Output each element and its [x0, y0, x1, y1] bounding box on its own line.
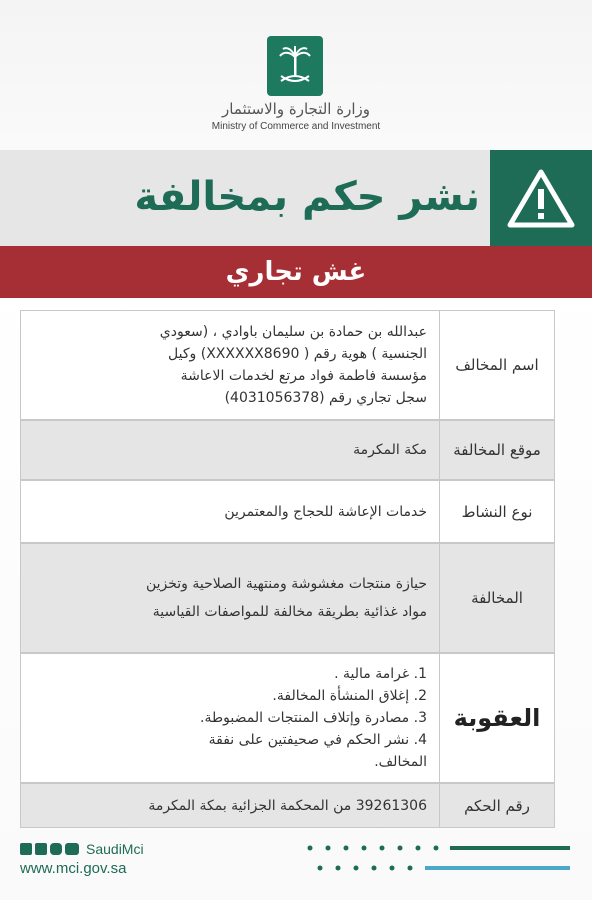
- value-line: 1. غرامة مالية .: [334, 666, 427, 682]
- row-label: رقم الحكم: [439, 784, 554, 827]
- social-links: [20, 840, 220, 858]
- ministry-name-ar: وزارة التجارة والاستثمار: [222, 100, 370, 118]
- page-title: نشر حكم بمخالفة: [134, 174, 480, 220]
- category-label: غش تجاري: [225, 257, 367, 287]
- row-violation: [20, 543, 555, 653]
- warning-box: [490, 150, 592, 246]
- category-bar: [0, 246, 592, 298]
- value-line: مكة المكرمة: [353, 442, 427, 458]
- row-value: [21, 481, 439, 542]
- row-activity-type: [20, 480, 555, 543]
- ministry-name-en: Ministry of Commerce and Investment: [211, 121, 381, 132]
- palm-swords-emblem-icon: [275, 43, 315, 89]
- twitter-icon[interactable]: [20, 843, 32, 855]
- value-line: 3. مصادرة وإتلاف المنتجات المضبوطة.: [200, 710, 427, 726]
- value-line: 39261306 من المحكمة الجزائية بمكة المكرمة: [148, 797, 427, 814]
- row-value: [21, 784, 439, 827]
- website-link[interactable]: www.mci.gov.sa: [20, 860, 127, 877]
- row-label: العقوبة: [439, 654, 554, 782]
- decorative-dots: [300, 838, 580, 878]
- row-verdict-number: [20, 783, 555, 828]
- row-label: المخالفة: [439, 544, 554, 652]
- value-line: خدمات الإعاشة للحجاج والمعتمرين: [224, 503, 427, 520]
- value-line: حيازة منتجات مغشوشة ومنتهية الصلاحية وتخزين: [145, 576, 427, 592]
- ministry-logo: [267, 36, 323, 96]
- row-label: نوع النشاط: [439, 481, 554, 542]
- value-line: 4. نشر الحكم في صحيفتين على نفقة: [208, 732, 427, 748]
- social-handle[interactable]: SaudiMci: [86, 841, 144, 857]
- warning-triangle-icon: [506, 167, 576, 229]
- facebook-icon[interactable]: [35, 843, 47, 855]
- row-violation-location: [20, 420, 555, 480]
- row-violator-name: [20, 310, 555, 420]
- value-line: عبدالله بن حمادة بن سليمان باوادي ، (سعودي: [159, 324, 427, 340]
- row-label: اسم المخالف: [439, 311, 554, 419]
- row-value: [21, 421, 439, 479]
- youtube-icon[interactable]: [65, 843, 79, 855]
- value-line: مؤسسة فاطمة فواد مرتع لخدمات الاعاشة: [180, 368, 427, 384]
- row-value: [21, 544, 439, 652]
- value-line: سجل تجاري رقم (4031056378): [224, 390, 427, 406]
- value-line: 2. إغلاق المنشأة المخالفة.: [272, 688, 427, 704]
- row-value: [21, 654, 439, 782]
- instagram-icon[interactable]: [50, 843, 62, 855]
- value-line: مواد غذائية بطريقة مخالفة للمواصفات القياسية: [152, 604, 427, 620]
- row-penalty: [20, 653, 555, 783]
- row-label: موقع المخالفة: [439, 421, 554, 479]
- row-value: [21, 311, 439, 419]
- value-line: المخالف.: [374, 754, 427, 770]
- value-line: الجنسية ) هوية رقم ( XXXXXX8690) وكيل: [168, 346, 427, 362]
